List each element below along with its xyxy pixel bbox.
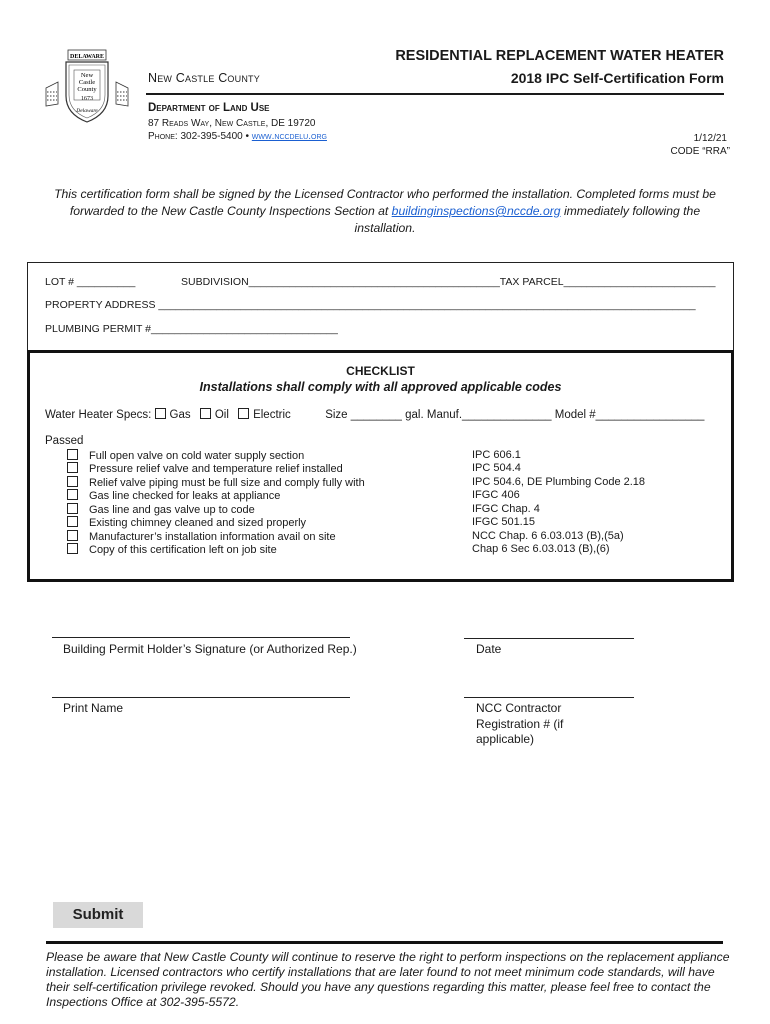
instructions-part2: immediately following the installation. <box>354 204 701 235</box>
item-code: Chap 6 Sec 6.03.013 (B),(6) <box>472 543 610 555</box>
checklist-item <box>67 489 280 502</box>
item-checkbox[interactable] <box>67 462 78 473</box>
contractor-registration-line[interactable] <box>464 697 634 698</box>
seal-line3: County <box>77 86 97 93</box>
item-checkbox[interactable] <box>67 449 78 460</box>
manufacturer-field[interactable]: Manuf.______________ <box>426 409 552 421</box>
checklist-subtitle: Installations shall comply with all approved applicable codes <box>199 380 562 394</box>
item-checkbox[interactable] <box>67 530 78 541</box>
item-code: IPC 606.1 <box>472 449 521 461</box>
subdivision-tax-parcel-field[interactable]: SUBDIVISION___________________________________________TAX PARCEL__________________________ <box>181 276 716 288</box>
item-code: IPC 504.6, DE Plumbing Code 2.18 <box>472 476 646 488</box>
item-text: Full open valve on cold water supply section <box>89 450 305 462</box>
seal-bottom-text: Delaware <box>76 108 98 114</box>
item-code: IFGC Chap. 4 <box>472 503 540 515</box>
item-text: Copy of this certification left on job site <box>89 544 277 556</box>
item-text: Gas line and gas valve up to code <box>89 504 255 516</box>
property-address-field[interactable]: PROPERTY ADDRESS ____________________________________________________________________________________________ <box>45 299 696 311</box>
print-name-label: Print Name <box>63 701 124 715</box>
gas-checkbox[interactable] <box>155 408 166 419</box>
checklist-item <box>67 530 336 543</box>
gas-label: Gas <box>169 409 191 421</box>
specs-label: Water Heater Specs: <box>45 409 152 421</box>
checklist-item <box>67 449 304 462</box>
item-text: Manufacturer’s installation information avail on site <box>89 531 336 543</box>
item-checkbox[interactable] <box>67 503 78 514</box>
size-field[interactable]: Size ________ gal. <box>325 409 424 421</box>
contractor-label-line2: Registration # (if <box>476 716 564 731</box>
item-checkbox[interactable] <box>67 476 78 487</box>
form-title: RESIDENTIAL REPLACEMENT WATER HEATER <box>395 48 724 64</box>
electric-label: Electric <box>253 409 291 421</box>
seal-line1: New <box>80 72 94 79</box>
item-text: Gas line checked for leaks at appliance <box>89 490 281 502</box>
seal-top-text: DELAWARE <box>69 54 105 60</box>
item-checkbox[interactable] <box>67 516 78 527</box>
department-name: Department of Land Use <box>148 102 270 114</box>
county-seal-logo <box>44 48 130 126</box>
model-field[interactable]: Model #_________________ <box>554 409 705 421</box>
item-text: Relief valve piping must be full size and comply fully with <box>89 477 365 489</box>
item-text: Existing chimney cleaned and sized properly <box>89 517 307 529</box>
seal-year: 1673 <box>81 96 93 102</box>
item-code: IFGC 406 <box>472 489 520 501</box>
item-checkbox[interactable] <box>67 489 78 500</box>
seal-left-flag <box>46 82 58 106</box>
checklist-item <box>67 462 343 475</box>
submit-button[interactable]: Submit <box>53 902 143 928</box>
form-code: CODE “RRA” <box>670 146 730 157</box>
print-name-line[interactable] <box>52 697 350 698</box>
checklist-item <box>67 476 365 489</box>
plumbing-permit-field[interactable]: PLUMBING PERMIT #________________________________ <box>45 323 338 335</box>
checklist-item <box>67 543 277 556</box>
item-text: Pressure relief valve and temperature relief installed <box>89 463 343 475</box>
contractor-label-line3: applicable) <box>476 732 535 746</box>
lot-field[interactable]: LOT # __________ <box>45 276 136 288</box>
inspections-email-link[interactable]: buildinginspections@nccde.org <box>391 204 561 218</box>
contractor-registration-label <box>476 701 563 748</box>
passed-label: Passed <box>45 435 84 447</box>
header-rule <box>146 93 724 95</box>
contractor-label-line1: NCC Contractor <box>476 701 562 715</box>
electric-checkbox[interactable] <box>238 408 249 419</box>
date-line[interactable] <box>464 638 634 639</box>
item-code: NCC Chap. 6 6.03.013 (B),(5a) <box>472 530 624 542</box>
item-code: IPC 504.4 <box>472 462 521 474</box>
date-label: Date <box>476 642 502 656</box>
instructions-text <box>40 186 730 237</box>
oil-label: Oil <box>214 409 229 421</box>
signature-line[interactable] <box>52 637 350 638</box>
water-heater-specs <box>45 408 704 421</box>
checklist-item <box>67 503 255 516</box>
website-link[interactable]: www.nccdelu.org <box>251 131 327 142</box>
phone-number: Phone: 302-395-5400 <box>148 131 243 142</box>
department-contact: Phone: 302-395-5400 • www.nccdelu.org <box>148 131 327 142</box>
item-checkbox[interactable] <box>67 543 78 554</box>
department-address: 87 Reads Way, New Castle, DE 19720 <box>148 118 316 129</box>
footer-notice: Please be aware that New Castle County will continue to reserve the right to perform inspections on the replacement appliance installation. Licensed contractors who certify installations that are later found to not meet minimum code standards, will have their self-certification privilege revoked. Should you have any questions regarding this matter, please feel free to contact the Inspections Office at 302-395-5572. <box>46 950 730 1009</box>
footer-rule <box>46 941 723 944</box>
seal-right-flag <box>116 82 128 106</box>
seal-line2: Castle <box>78 79 96 86</box>
checklist-item <box>67 516 306 529</box>
signature-label: Building Permit Holder’s Signature (or Authorized Rep.) <box>63 642 357 656</box>
county-name: New Castle County <box>148 71 260 85</box>
item-code: IFGC 501.15 <box>472 516 535 528</box>
checklist-title: CHECKLIST <box>346 364 415 378</box>
form-date: 1/12/21 <box>693 133 727 144</box>
oil-checkbox[interactable] <box>200 408 211 419</box>
form-subtitle: 2018 IPC Self-Certification Form <box>510 70 724 86</box>
instructions-part1: This certification form shall be signed by the Licensed Contractor who performed the installation. Completed forms must be forwarded to the New Castle County Inspections Section at <box>54 187 716 218</box>
